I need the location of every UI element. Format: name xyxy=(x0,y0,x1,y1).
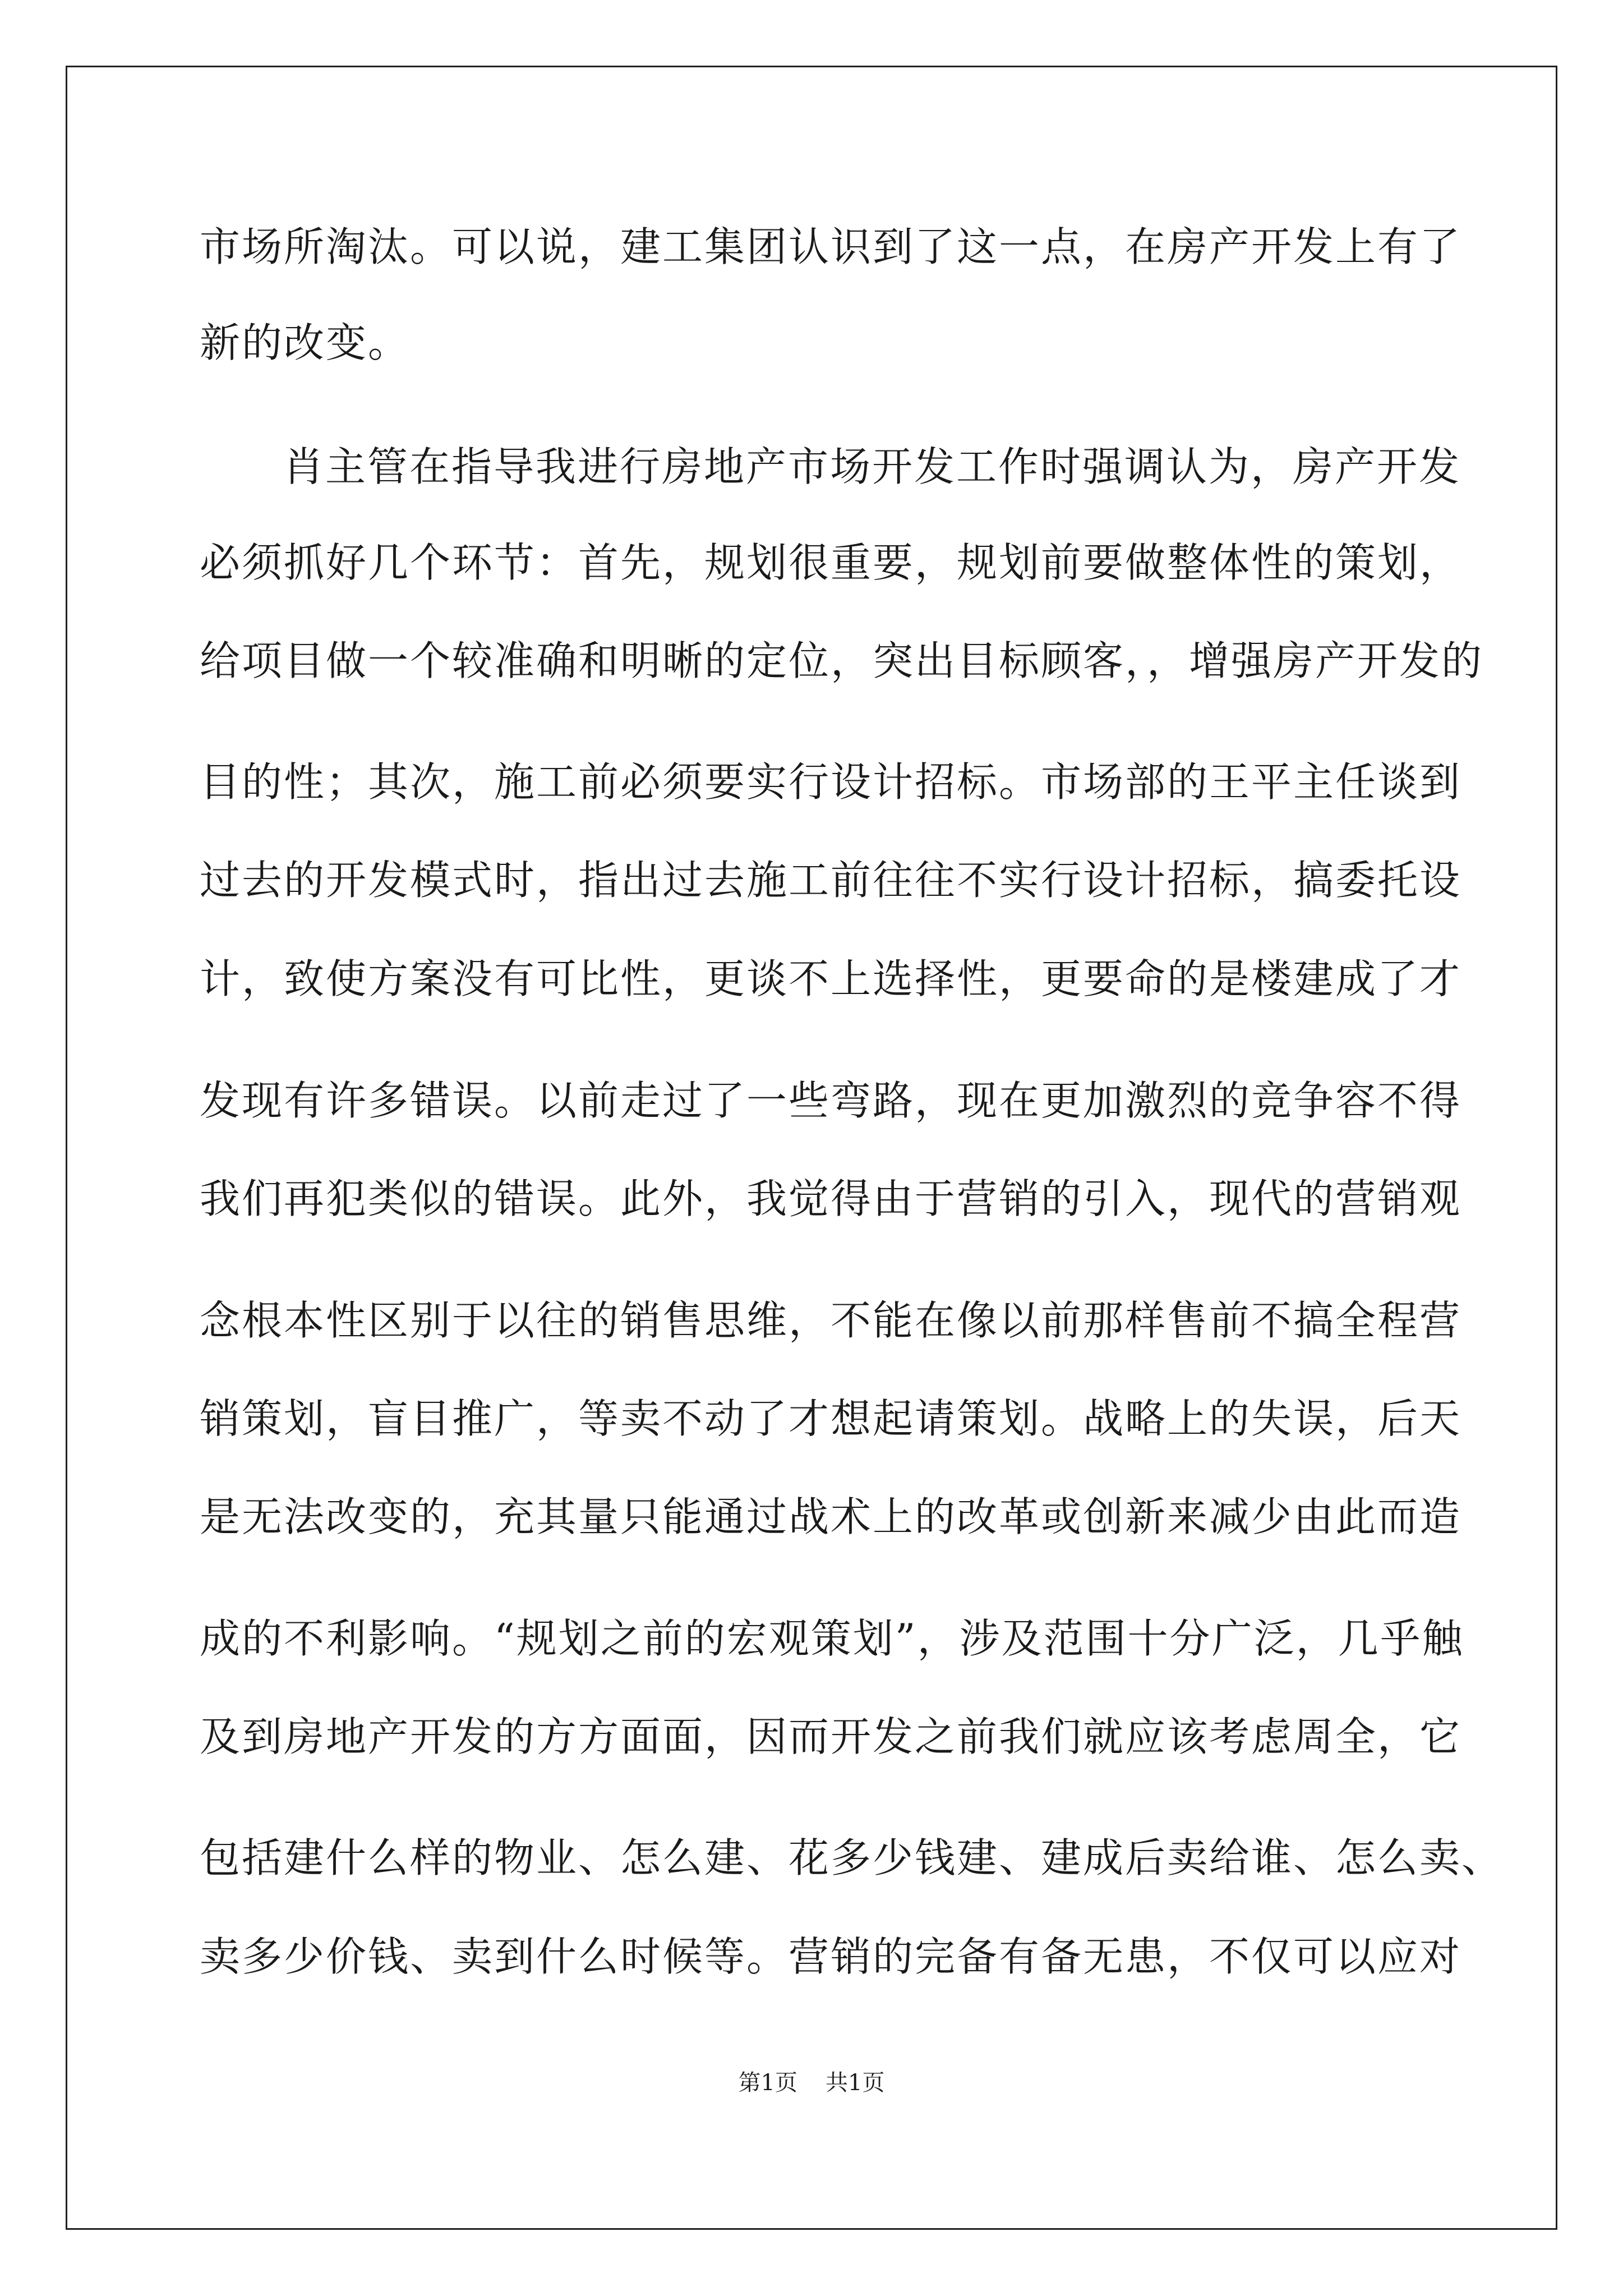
text-line-9: 发现有许多错误。以前走过了一些弯路，现在更加激烈的竞争容不得 xyxy=(200,1077,1462,1124)
text-line-5: 给项目做一个较准确和明晰的定位，突出目标顾客，，增强房产开发的 xyxy=(200,637,1484,684)
text-line-14: 成的不利影响。“规划之前的宏观策划”，涉及范围十分广泛，几乎触 xyxy=(200,1615,1464,1662)
page-footer xyxy=(0,2069,1623,2097)
page-border xyxy=(66,66,1557,2230)
text-line-2: 新的改变。 xyxy=(200,319,411,366)
text-line-16: 包括建什么样的物业、怎么建、花多少钱建、建成后卖给谁、怎么卖、 xyxy=(200,1834,1504,1881)
text-line-13: 是无法改变的，充其量只能通过战术上的改革或创新来减少由此而造 xyxy=(200,1493,1462,1540)
page-total: 共1页 xyxy=(826,2070,885,2096)
text-line-17: 卖多少价钱、卖到什么时候等。营销的完备有备无患，不仅可以应对 xyxy=(200,1933,1462,1980)
text-line-10: 我们再犯类似的错误。此外，我觉得由于营销的引入，现代的营销观 xyxy=(200,1175,1462,1222)
text-line-12: 销策划，盲目推广，等卖不动了才想起请策划。战略上的失误，后天 xyxy=(200,1395,1462,1442)
text-line-6: 目的性；其次，施工前必须要实行设计招标。市场部的王平主任谈到 xyxy=(200,758,1462,806)
page-number: 第1页 xyxy=(738,2070,797,2096)
text-line-15: 及到房地产开发的方方面面，因而开发之前我们就应该考虑周全，它 xyxy=(200,1713,1462,1760)
text-line-3: 肖主管在指导我进行房地产市场开发工作时强调认为，房产开发 xyxy=(283,443,1461,490)
text-line-8: 计，致使方案没有可比性，更谈不上选择性，更要命的是楼建成了才 xyxy=(200,955,1462,1002)
text-line-7: 过去的开发模式时，指出过去施工前往往不实行设计招标，搞委托设 xyxy=(200,857,1462,904)
text-line-11: 念根本性区别于以往的销售思维，不能在像以前那样售前不搞全程营 xyxy=(200,1297,1462,1344)
text-line-4: 必须抓好几个环节：首先，规划很重要，规划前要做整体性的策划， xyxy=(200,539,1462,586)
text-line-1: 市场所淘汰。可以说，建工集团认识到了这一点，在房产开发上有了 xyxy=(200,223,1462,270)
